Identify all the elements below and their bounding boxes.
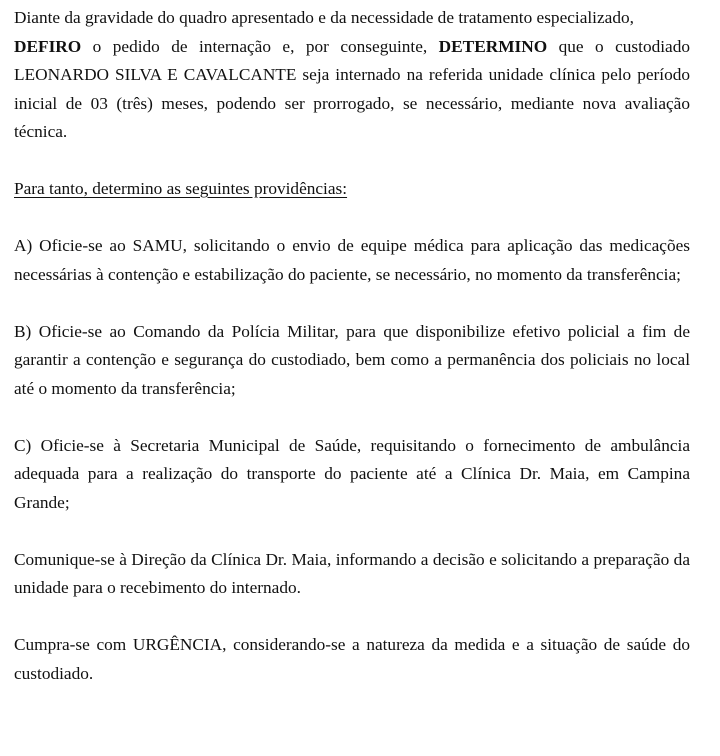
communication-paragraph: Comunique-se à Direção da Clínica Dr. Maia, informando a decisão e solicitando a preparação da unidade para o recebimento do internado. [14, 549, 690, 597]
decision-detail-text: que o custodiado LEONARDO SILVA E CAVALCANTE seja internado na referida unidade clínica pelo período inicial de 03 (três) meses, podendo ser prorrogado, se necessário, mediante nova avaliação técnica. [14, 36, 690, 141]
section-heading-paragraph [14, 175, 690, 204]
list-item-b: B) Oficie-se ao Comando da Polícia Militar, para que disponibilize efetivo policial a fim de garantir a contenção e segurança do custodiado, bem como a permanência dos policiais no local até o momento da transferência; [14, 321, 690, 398]
section-heading: Para tanto, determino as seguintes providências: [14, 179, 348, 198]
decision-paragraph [14, 4, 690, 147]
list-item-c: C) Oficie-se à Secretaria Municipal de Saúde, requisitando o fornecimento de ambulância adequada para a realização do transporte do paciente até a Clínica Dr. Maia, em Campina Grande; [14, 435, 690, 512]
decision-middle-text: o pedido de internação e, por conseguinte, [81, 36, 439, 56]
defiro-keyword: DEFIRO [14, 36, 82, 56]
decision-intro-text: Diante da gravidade do quadro apresentado e da necessidade de tratamento especializado, [14, 8, 634, 27]
closing-paragraph: Cumpra-se com URGÊNCIA, considerando-se a natureza da medida e a situação de saúde do custodiado. [14, 635, 690, 683]
list-item-a: A) Oficie-se ao SAMU, solicitando o envio de equipe médica para aplicação das medicações necessárias à contenção e estabilização do paciente, se necessário, no momento da transferência; [14, 236, 690, 284]
determino-keyword: DETERMINO [438, 36, 548, 56]
